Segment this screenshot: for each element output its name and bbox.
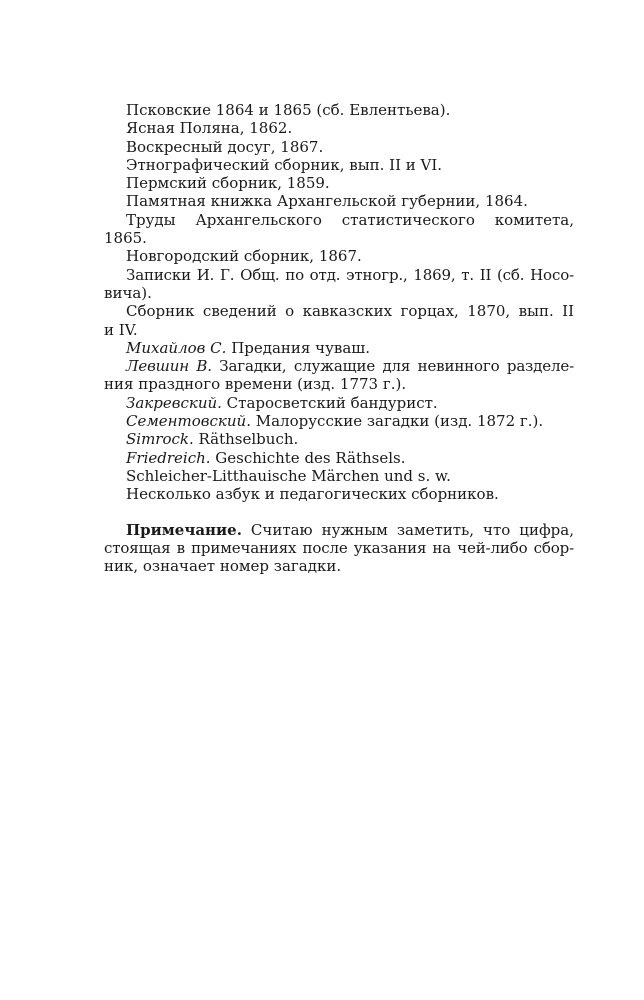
work-title: Предания чуваш. xyxy=(226,338,370,357)
author-name: Закревский. xyxy=(126,393,222,412)
bibliography-list xyxy=(104,101,574,575)
note-line: ник, означает номер загадки. xyxy=(104,557,342,576)
list-item: Пермский сборник, 1859. xyxy=(126,174,330,193)
author-name: Friedreich. xyxy=(126,448,211,467)
list-item: Новгородский сборник, 1867. xyxy=(126,247,362,266)
work-title: Загадки, служащие для невинного разделе- xyxy=(211,357,575,376)
author-name: Simrock xyxy=(126,430,189,449)
paragraph-gap xyxy=(104,504,574,521)
list-item: Сборник сведений о кавказских горцах, 1870, вып. II xyxy=(126,302,574,321)
list-item xyxy=(104,339,574,357)
note-text: Считаю нужным заметить, что цифра, xyxy=(241,520,574,539)
list-item: Труды Архангельского статистического комитета, xyxy=(126,210,574,229)
list-item xyxy=(104,357,574,375)
note-line: стоящая в примечаниях после указания на чей-либо сбор- xyxy=(104,538,574,557)
list-item-continuation: ния праздного времени (изд. 1773 г.). xyxy=(104,375,407,394)
author-name: Михайлов С. xyxy=(126,338,227,357)
work-title: Geschichte des Räthsels. xyxy=(210,448,406,467)
list-item: Воскресный досуг, 1867. xyxy=(126,137,324,156)
list-item: Псковские 1864 и 1865 (сб. Евлентьева). xyxy=(126,101,451,119)
work-title: Старосветский бандурист. xyxy=(221,393,438,412)
list-item-continuation: и IV. xyxy=(104,320,138,339)
note-paragraph xyxy=(104,521,574,539)
list-item xyxy=(104,412,574,430)
list-item xyxy=(104,430,574,448)
work-title: Малорусские загадки (изд. 1872 г.). xyxy=(250,412,544,431)
author-name: Сементовский. xyxy=(126,412,251,431)
list-item: Ясная Поляна, 1862. xyxy=(126,119,293,138)
list-item xyxy=(104,449,574,467)
author-name: Левшин В. xyxy=(126,357,212,376)
work-title: . Räthselbuch. xyxy=(189,430,299,449)
note-label: Примечание. xyxy=(126,520,242,539)
list-item-continuation: 1865. xyxy=(104,229,147,248)
list-item: Schleicher-Litthauische Märchen und s. w. xyxy=(126,466,451,485)
list-item: Записки И. Г. Общ. по отд. этногр., 1869, т. II (сб. Носо- xyxy=(126,265,574,284)
list-item: Несколько азбук и педагогических сборников. xyxy=(126,485,499,504)
list-item xyxy=(104,394,574,412)
list-item-continuation: вича). xyxy=(104,283,152,302)
list-item: Памятная книжка Архангельской губернии, 1864. xyxy=(126,192,528,211)
list-item: Этнографический сборник, вып. II и VI. xyxy=(126,155,443,174)
